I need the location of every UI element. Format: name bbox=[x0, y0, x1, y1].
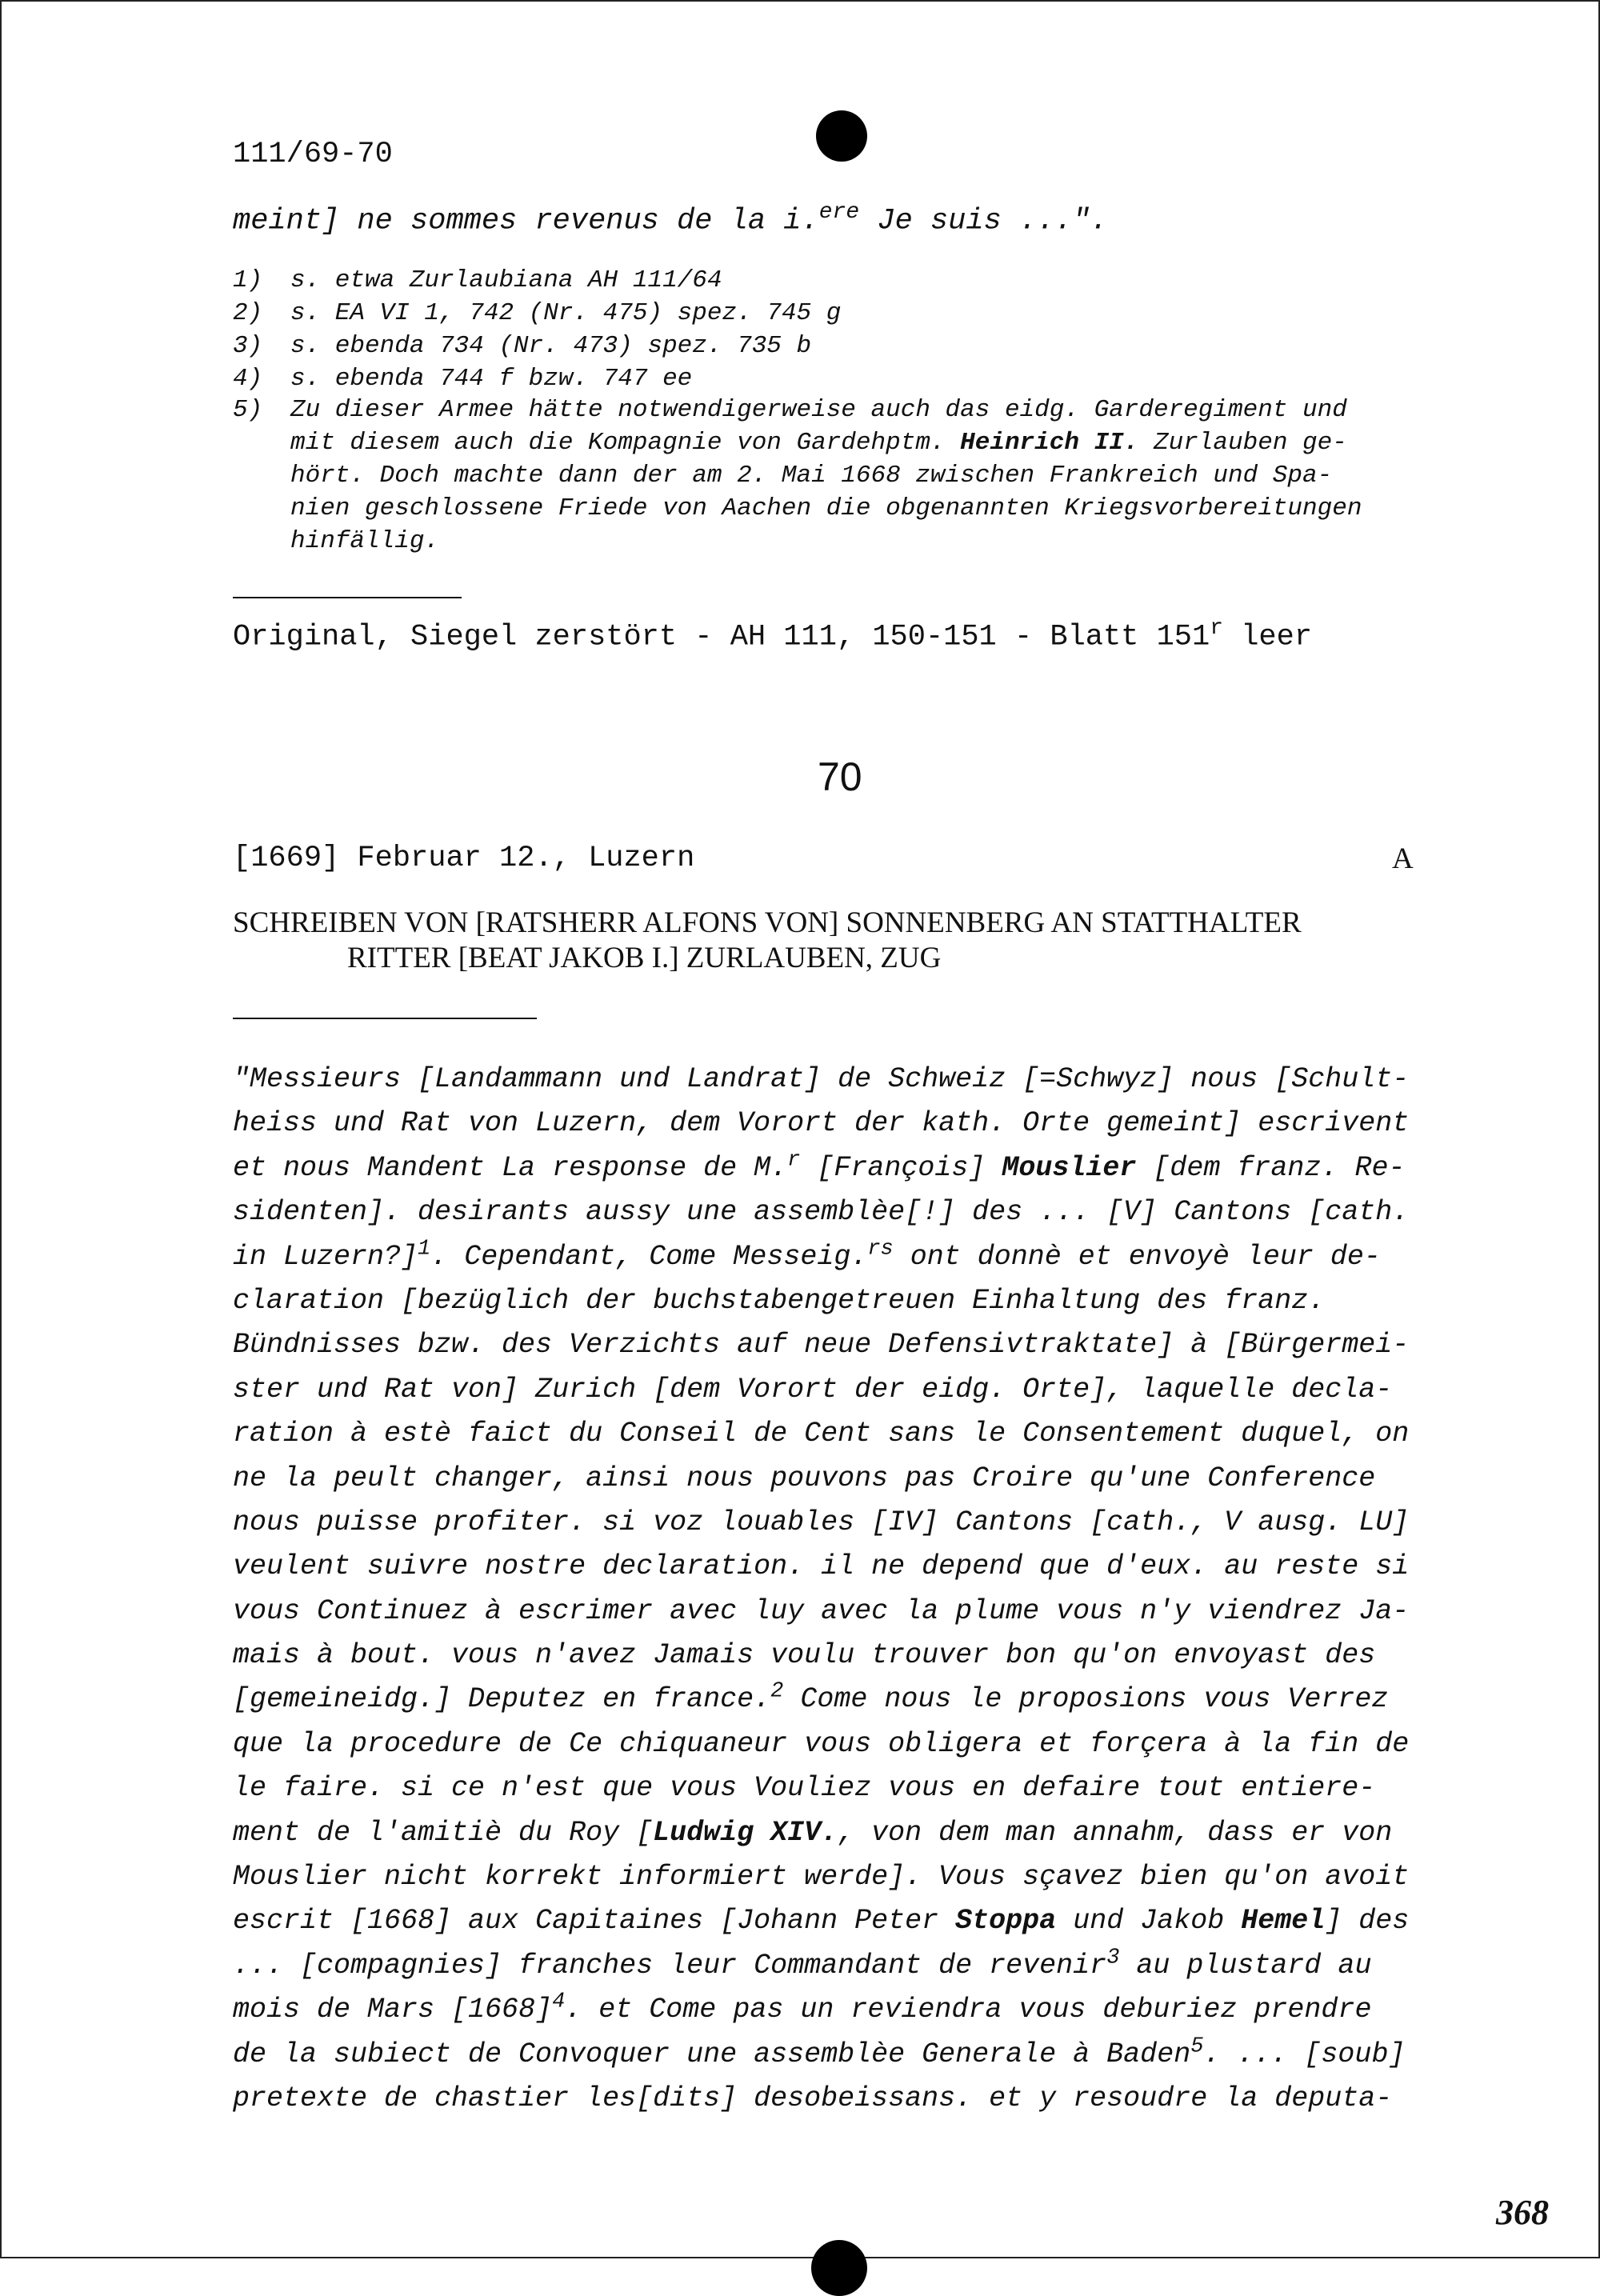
body-line: le faire. si ce n'est que vous Vouliez vous en defaire tout entiere- bbox=[233, 1772, 1376, 1805]
body-line: claration [bezüglich der buchstabengetreuen Einhaltung des franz. bbox=[233, 1284, 1326, 1317]
footnote-2: 2) s. EA VI 1, 742 (Nr. 475) spez. 745 g bbox=[233, 299, 842, 327]
document-page: 111/69-70 meint] ne sommes revenus de la i.$^{ere}$ Je suis ...". 1) s. etwa Zurlaubiana AH 111/64 2) s. EA VI 1, 742 (Nr. 475) spez. 745 g 3) s. ebenda 734 (Nr. 473) spez. 735 b 4) s. ebenda 744 f bzw. 747 ee 5) Zu dieser Armee hätte notwendigerweise auch das eidg. Garderegiment und mit diesem auch die Kompagnie von Gardehptm. Heinrich II. Zurlauben ge- hört. Doch machte dann der am 2. Mai 1668 zwischen Frankreich und Spa- nien geschlossene Friede von Aachen die obgenannten Kriegsvorbereitungen hinfällig. Original, Siegel zerstört - AH 111, 150-151 - Blatt 151$^r$ leer 70 [1669] Februar 12., Luzern A SCHREIBEN VON [RATSHERR ALFONS VON] SONNENBERG AN STATTHALTER RITTER [BEAT JAKOB I.] ZURLAUBEN, ZUG "Messieurs [Landammann und Landrat] de Schweiz [=Schwyz] nous [Schult- heiss und Rat von Luzern, dem Vorort der kath. Orte gemeint] escrivent et nous Mandent La response de M.$^r$ [François] Mouslier [dem franz. Re- sidenten]. desirants aussy une assemblèe[!] des ... [V] Cantons [cath. in Luzern?]$^1$. Cependant, Come Messeig.$^{rs}$ ont donnè et envoyè leur de- claration [bezüglich der buchstabengetreuen Einhaltung des franz. Bündnisses bzw. des Verzichts auf neue Defensivtraktate] à [Bürgermei- ster und Rat von] Zurich [dem Vorort der eidg. Orte], laquelle decla- ration à estè faict du Conseil de Cent sans le Consentement duquel, on ne la peult changer, ainsi nous pouvons pas Croire qu'une Conference nous puisse profiter. si voz louables [IV] Cantons [cath., V ausg. LU] veulent suivre nostre declaration. il ne depend que d'eux. au reste si vous Continuez à escrimer avec luy avec la plume vous n'y viendrez Ja- mais à bout. vous n'avez Jamais voulu trouver bon qu'on envoyast des [gemeineidg.] Deputez en france.$^2$ Come nous le proposions vous Verrez que la procedure de Ce chiquaneur vous obligera et forçera à la fin de le faire. si ce n'est que vous Vouliez vous en defaire tout entiere- ment de l'amitiè du Roy [Ludwig XIV., von dem man annahm, dass er von Mouslier nicht korrekt informiert werde]. Vous sçavez bien qu'on avoit escrit [1668] aux Capitaines [Johann Peter Stoppa und Jakob Hemel] des ... [compagnies] franches leur Commandant de revenir$^3$ au plustard au mois de Mars $[1668]^4$. et Come pas un reviendra vous deburiez prendre de la subiect de Convoquer une assemblèe Generale à Baden$^5$. ... [soub] pretexte de chastier les[dits] desobeissans. et y resoudre la deputa- 368 bbox=[0, 0, 1600, 2258]
body-line: vous Continuez à escrimer avec luy avec la plume vous n'y viendrez Ja- bbox=[233, 1594, 1410, 1627]
footnote-1: 1) s. etwa Zurlaubiana AH 111/64 bbox=[233, 266, 722, 294]
body-line: mois de Mars $[1668]^4$. et Come pas un reviendra vous deburiez prendre bbox=[233, 1990, 1372, 2026]
body-line: Mouslier nicht korrekt informiert werde]. Vous sçavez bien qu'on avoit bbox=[233, 1861, 1410, 1894]
punch-hole-mark-bottom bbox=[811, 2240, 867, 2296]
body-line: "Messieurs [Landammann und Landrat] de Schweiz [=Schwyz] nous [Schult- bbox=[233, 1063, 1410, 1095]
body-line: de la subiect de Convoquer une assemblèe Generale à Baden$^5$. ... [soub] bbox=[233, 2034, 1406, 2070]
page-number: 368 bbox=[1496, 2193, 1549, 2232]
separator-rule-bottom bbox=[233, 1018, 537, 1019]
body-line: in Luzern?]$^1$. Cependant, Come Messeig.$^{rs}$ ont donnè et envoyè leur de- bbox=[233, 1236, 1381, 1273]
body-line: ster und Rat von] Zurich [dem Vorort der eidg. Orte], laquelle decla- bbox=[233, 1373, 1393, 1406]
letter-body bbox=[233, 1058, 1465, 2121]
body-line: heiss und Rat von Luzern, dem Vorort der kath. Orte gemeint] escrivent bbox=[233, 1107, 1410, 1140]
separator-rule-top bbox=[233, 597, 462, 598]
continuation-line: meint] ne sommes revenus de la i.$^{ere}$ Je suis ...". bbox=[233, 200, 1109, 238]
body-line: Bündnisses bzw. des Verzichts auf neue Defensivtraktate] à [Bürgermei- bbox=[233, 1329, 1410, 1362]
document-reference: 111/69-70 bbox=[233, 138, 393, 171]
name-heinrich: Heinrich II. bbox=[960, 429, 1139, 457]
document-type-marker: A bbox=[1392, 842, 1414, 875]
document-number: 70 bbox=[818, 754, 862, 799]
footnote-3: 3) s. ebenda 734 (Nr. 473) spez. 735 b bbox=[233, 332, 812, 360]
name-ludwig: Ludwig XIV. bbox=[653, 1816, 838, 1849]
body-line: pretexte de chastier les[dits] desobeissans. et y resoudre la deputa- bbox=[233, 2082, 1393, 2114]
body-line: ration à estè faict du Conseil de Cent sans le Consentement duquel, on bbox=[233, 1418, 1410, 1450]
body-line: et nous Mandent La response de M.$^r$ [François] Mouslier [dem franz. Re- bbox=[233, 1148, 1406, 1184]
document-heading: SCHREIBEN VON [RATSHERR ALFONS VON] SONNENBERG AN STATTHALTER RITTER [BEAT JAKOB I.] ZURLAUBEN, ZUG bbox=[233, 906, 1302, 974]
original-note: Original, Siegel zerstört - AH 111, 150-151 - Blatt 151$^r$ leer bbox=[233, 616, 1313, 654]
date-line: [1669] Februar 12., Luzern bbox=[233, 842, 695, 875]
body-line: [gemeineidg.] Deputez en france.$^2$ Come nous le proposions vous Verrez bbox=[233, 1679, 1389, 1716]
name-hemel: Hemel bbox=[1241, 1905, 1326, 1938]
body-line: ment de l'amitiè du Roy [Ludwig XIV., von dem man annahm, dass er von bbox=[233, 1816, 1393, 1849]
body-line: mais à bout. vous n'avez Jamais voulu trouver bon qu'on envoyast des bbox=[233, 1639, 1376, 1672]
body-line: ne la peult changer, ainsi nous pouvons pas Croire qu'une Conference bbox=[233, 1462, 1376, 1494]
footnote-4: 4) s. ebenda 744 f bzw. 747 ee bbox=[233, 365, 693, 393]
body-line: escrit [1668] aux Capitaines [Johann Peter Stoppa und Jakob Hemel] des bbox=[233, 1905, 1410, 1938]
punch-hole-mark bbox=[816, 110, 867, 162]
name-mouslier: Mouslier bbox=[1002, 1151, 1137, 1184]
body-line: veulent suivre nostre declaration. il ne depend que d'eux. au reste si bbox=[233, 1550, 1410, 1583]
name-stoppa: Stoppa bbox=[955, 1905, 1057, 1938]
body-line: ... [compagnies] franches leur Commandant de revenir$^3$ au plustard au bbox=[233, 1946, 1372, 1982]
footnote-5-text: Zu dieser Armee hätte notwendigerweise auch das eidg. Garderegiment und mit diesem auch die Kompagnie von Gardehptm. Heinrich II. Zurlauben ge- hört. Doch machte dann der am 2. Mai 1668 zwischen Frankreich und Spa- nien geschlossene Friede von Aachen die obgenannten Kriegsvorbereitungen hinfällig. bbox=[290, 396, 1362, 555]
body-line: sidenten]. desirants aussy une assemblèe[!] des ... [V] Cantons [cath. bbox=[233, 1196, 1410, 1229]
body-line: nous puisse profiter. si voz louables [IV] Cantons [cath., V ausg. LU] bbox=[233, 1506, 1410, 1538]
body-line: que la procedure de Ce chiquaneur vous obligera et forçera à la fin de bbox=[233, 1727, 1410, 1760]
